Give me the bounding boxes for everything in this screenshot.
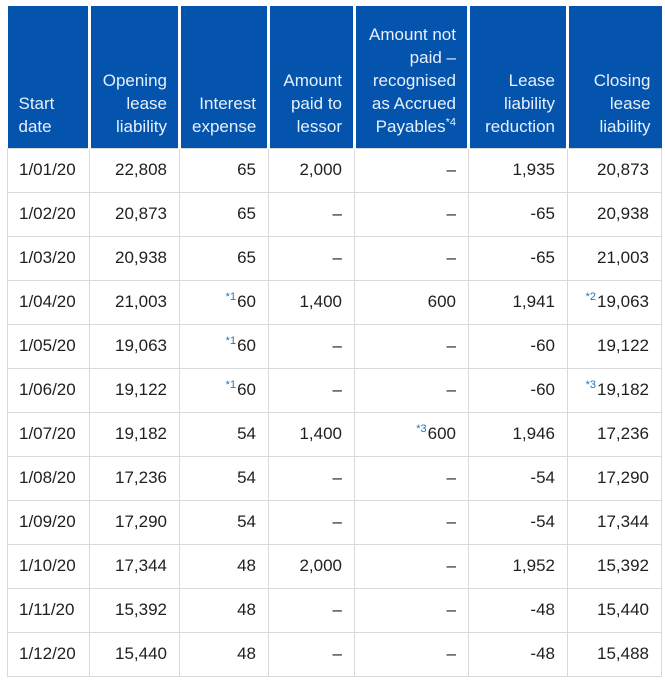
cell-lease-liability-reduction: 1,935 bbox=[469, 148, 568, 192]
cell-amount-paid-to-lessor: – bbox=[269, 456, 355, 500]
table-row bbox=[8, 148, 662, 192]
cell-interest-expense: 48 bbox=[180, 544, 269, 588]
cell-opening-lease-liability: 19,182 bbox=[90, 412, 180, 456]
cell-lease-liability-reduction: -48 bbox=[469, 588, 568, 632]
cell-lease-liability-reduction: -60 bbox=[469, 368, 568, 412]
column-header-lease-liability-reduction: Lease liability reduction bbox=[469, 6, 568, 148]
cell-amount-not-paid-accrued-payables: – bbox=[355, 148, 469, 192]
cell-start-date: 1/04/20 bbox=[8, 280, 90, 324]
cell-opening-lease-liability: 20,938 bbox=[90, 236, 180, 280]
cell-interest-expense: $^{*1}$60 bbox=[180, 324, 269, 368]
cell-closing-lease-liability: 17,236 bbox=[568, 412, 662, 456]
cell-start-date: 1/08/20 bbox=[8, 456, 90, 500]
cell-start-date: 1/12/20 bbox=[8, 632, 90, 676]
cell-amount-not-paid-accrued-payables: – bbox=[355, 588, 469, 632]
column-header-opening-lease-liability: Opening lease liability bbox=[90, 6, 180, 148]
cell-interest-expense: 65 bbox=[180, 192, 269, 236]
cell-closing-lease-liability: 19,122 bbox=[568, 324, 662, 368]
table-row bbox=[8, 368, 662, 412]
cell-interest-expense: 54 bbox=[180, 412, 269, 456]
table-row bbox=[8, 280, 662, 324]
cell-start-date: 1/11/20 bbox=[8, 588, 90, 632]
cell-opening-lease-liability: 20,873 bbox=[90, 192, 180, 236]
cell-lease-liability-reduction: -54 bbox=[469, 500, 568, 544]
footnote-marker: *1 bbox=[225, 379, 237, 392]
cell-lease-liability-reduction: -65 bbox=[469, 236, 568, 280]
footnote-marker: *1 bbox=[225, 291, 237, 304]
cell-amount-paid-to-lessor: 1,400 bbox=[269, 412, 355, 456]
cell-closing-lease-liability: $^{*3}$19,182 bbox=[568, 368, 662, 412]
cell-interest-expense: $^{*1}$60 bbox=[180, 368, 269, 412]
table-body bbox=[8, 148, 662, 676]
cell-lease-liability-reduction: 1,952 bbox=[469, 544, 568, 588]
cell-amount-not-paid-accrued-payables: – bbox=[355, 544, 469, 588]
cell-lease-liability-reduction: -60 bbox=[469, 324, 568, 368]
cell-interest-expense: 54 bbox=[180, 500, 269, 544]
cell-closing-lease-liability: $^{*2}$19,063 bbox=[568, 280, 662, 324]
cell-start-date: 1/05/20 bbox=[8, 324, 90, 368]
column-header-amount-paid-to-lessor: Amount paid to lessor bbox=[269, 6, 355, 148]
table-row bbox=[8, 412, 662, 456]
cell-start-date: 1/07/20 bbox=[8, 412, 90, 456]
cell-amount-not-paid-accrued-payables: – bbox=[355, 192, 469, 236]
cell-interest-expense: $^{*1}$60 bbox=[180, 280, 269, 324]
table-header bbox=[8, 6, 662, 148]
cell-opening-lease-liability: 19,063 bbox=[90, 324, 180, 368]
table-row bbox=[8, 324, 662, 368]
cell-lease-liability-reduction: -65 bbox=[469, 192, 568, 236]
column-header-interest-expense: Interest expense bbox=[180, 6, 269, 148]
cell-amount-not-paid-accrued-payables: – bbox=[355, 236, 469, 280]
lease-liability-schedule-table bbox=[7, 6, 662, 677]
table-row bbox=[8, 544, 662, 588]
cell-lease-liability-reduction: 1,946 bbox=[469, 412, 568, 456]
cell-start-date: 1/03/20 bbox=[8, 236, 90, 280]
table-row bbox=[8, 236, 662, 280]
cell-start-date: 1/01/20 bbox=[8, 148, 90, 192]
cell-opening-lease-liability: 17,236 bbox=[90, 456, 180, 500]
cell-closing-lease-liability: 17,344 bbox=[568, 500, 662, 544]
cell-closing-lease-liability: 20,873 bbox=[568, 148, 662, 192]
cell-closing-lease-liability: 15,488 bbox=[568, 632, 662, 676]
header-footnote-marker: *4 bbox=[445, 116, 456, 129]
cell-amount-paid-to-lessor: – bbox=[269, 324, 355, 368]
table-row bbox=[8, 192, 662, 236]
cell-amount-paid-to-lessor: – bbox=[269, 236, 355, 280]
cell-interest-expense: 48 bbox=[180, 632, 269, 676]
table-row bbox=[8, 588, 662, 632]
cell-closing-lease-liability: 21,003 bbox=[568, 236, 662, 280]
column-header-start-date: Start date bbox=[8, 6, 90, 148]
cell-lease-liability-reduction: -54 bbox=[469, 456, 568, 500]
cell-amount-paid-to-lessor: 2,000 bbox=[269, 544, 355, 588]
footnote-marker: *3 bbox=[585, 379, 596, 392]
cell-amount-paid-to-lessor: 1,400 bbox=[269, 280, 355, 324]
cell-interest-expense: 54 bbox=[180, 456, 269, 500]
cell-opening-lease-liability: 21,003 bbox=[90, 280, 180, 324]
cell-closing-lease-liability: 15,440 bbox=[568, 588, 662, 632]
cell-amount-not-paid-accrued-payables: 600 bbox=[355, 280, 469, 324]
cell-interest-expense: 65 bbox=[180, 148, 269, 192]
cell-amount-not-paid-accrued-payables: $^{*3}$600 bbox=[355, 412, 469, 456]
table-row bbox=[8, 632, 662, 676]
column-header-amount-not-paid-accrued-payables: Amount not paid – recognised as Accrued Payables$^{*4}$ bbox=[355, 6, 469, 148]
cell-opening-lease-liability: 19,122 bbox=[90, 368, 180, 412]
cell-start-date: 1/06/20 bbox=[8, 368, 90, 412]
table-row bbox=[8, 500, 662, 544]
cell-amount-not-paid-accrued-payables: – bbox=[355, 632, 469, 676]
cell-opening-lease-liability: 22,808 bbox=[90, 148, 180, 192]
cell-amount-not-paid-accrued-payables: – bbox=[355, 324, 469, 368]
cell-opening-lease-liability: 15,440 bbox=[90, 632, 180, 676]
cell-start-date: 1/10/20 bbox=[8, 544, 90, 588]
table-row bbox=[8, 456, 662, 500]
cell-start-date: 1/09/20 bbox=[8, 500, 90, 544]
cell-closing-lease-liability: 20,938 bbox=[568, 192, 662, 236]
cell-amount-not-paid-accrued-payables: – bbox=[355, 456, 469, 500]
cell-amount-not-paid-accrued-payables: – bbox=[355, 368, 469, 412]
cell-amount-paid-to-lessor: 2,000 bbox=[269, 148, 355, 192]
cell-opening-lease-liability: 17,290 bbox=[90, 500, 180, 544]
cell-lease-liability-reduction: 1,941 bbox=[469, 280, 568, 324]
cell-lease-liability-reduction: -48 bbox=[469, 632, 568, 676]
header-row bbox=[8, 6, 662, 148]
cell-closing-lease-liability: 17,290 bbox=[568, 456, 662, 500]
footnote-marker: *1 bbox=[225, 335, 237, 348]
cell-amount-not-paid-accrued-payables: – bbox=[355, 500, 469, 544]
cell-start-date: 1/02/20 bbox=[8, 192, 90, 236]
cell-opening-lease-liability: 15,392 bbox=[90, 588, 180, 632]
cell-interest-expense: 65 bbox=[180, 236, 269, 280]
column-header-closing-lease-liability: Closing lease liability bbox=[568, 6, 662, 148]
cell-interest-expense: 48 bbox=[180, 588, 269, 632]
cell-amount-paid-to-lessor: – bbox=[269, 500, 355, 544]
cell-amount-paid-to-lessor: – bbox=[269, 588, 355, 632]
cell-amount-paid-to-lessor: – bbox=[269, 632, 355, 676]
cell-amount-paid-to-lessor: – bbox=[269, 192, 355, 236]
footnote-marker: *3 bbox=[416, 423, 427, 436]
cell-closing-lease-liability: 15,392 bbox=[568, 544, 662, 588]
cell-amount-paid-to-lessor: – bbox=[269, 368, 355, 412]
footnote-marker: *2 bbox=[585, 291, 596, 304]
cell-opening-lease-liability: 17,344 bbox=[90, 544, 180, 588]
